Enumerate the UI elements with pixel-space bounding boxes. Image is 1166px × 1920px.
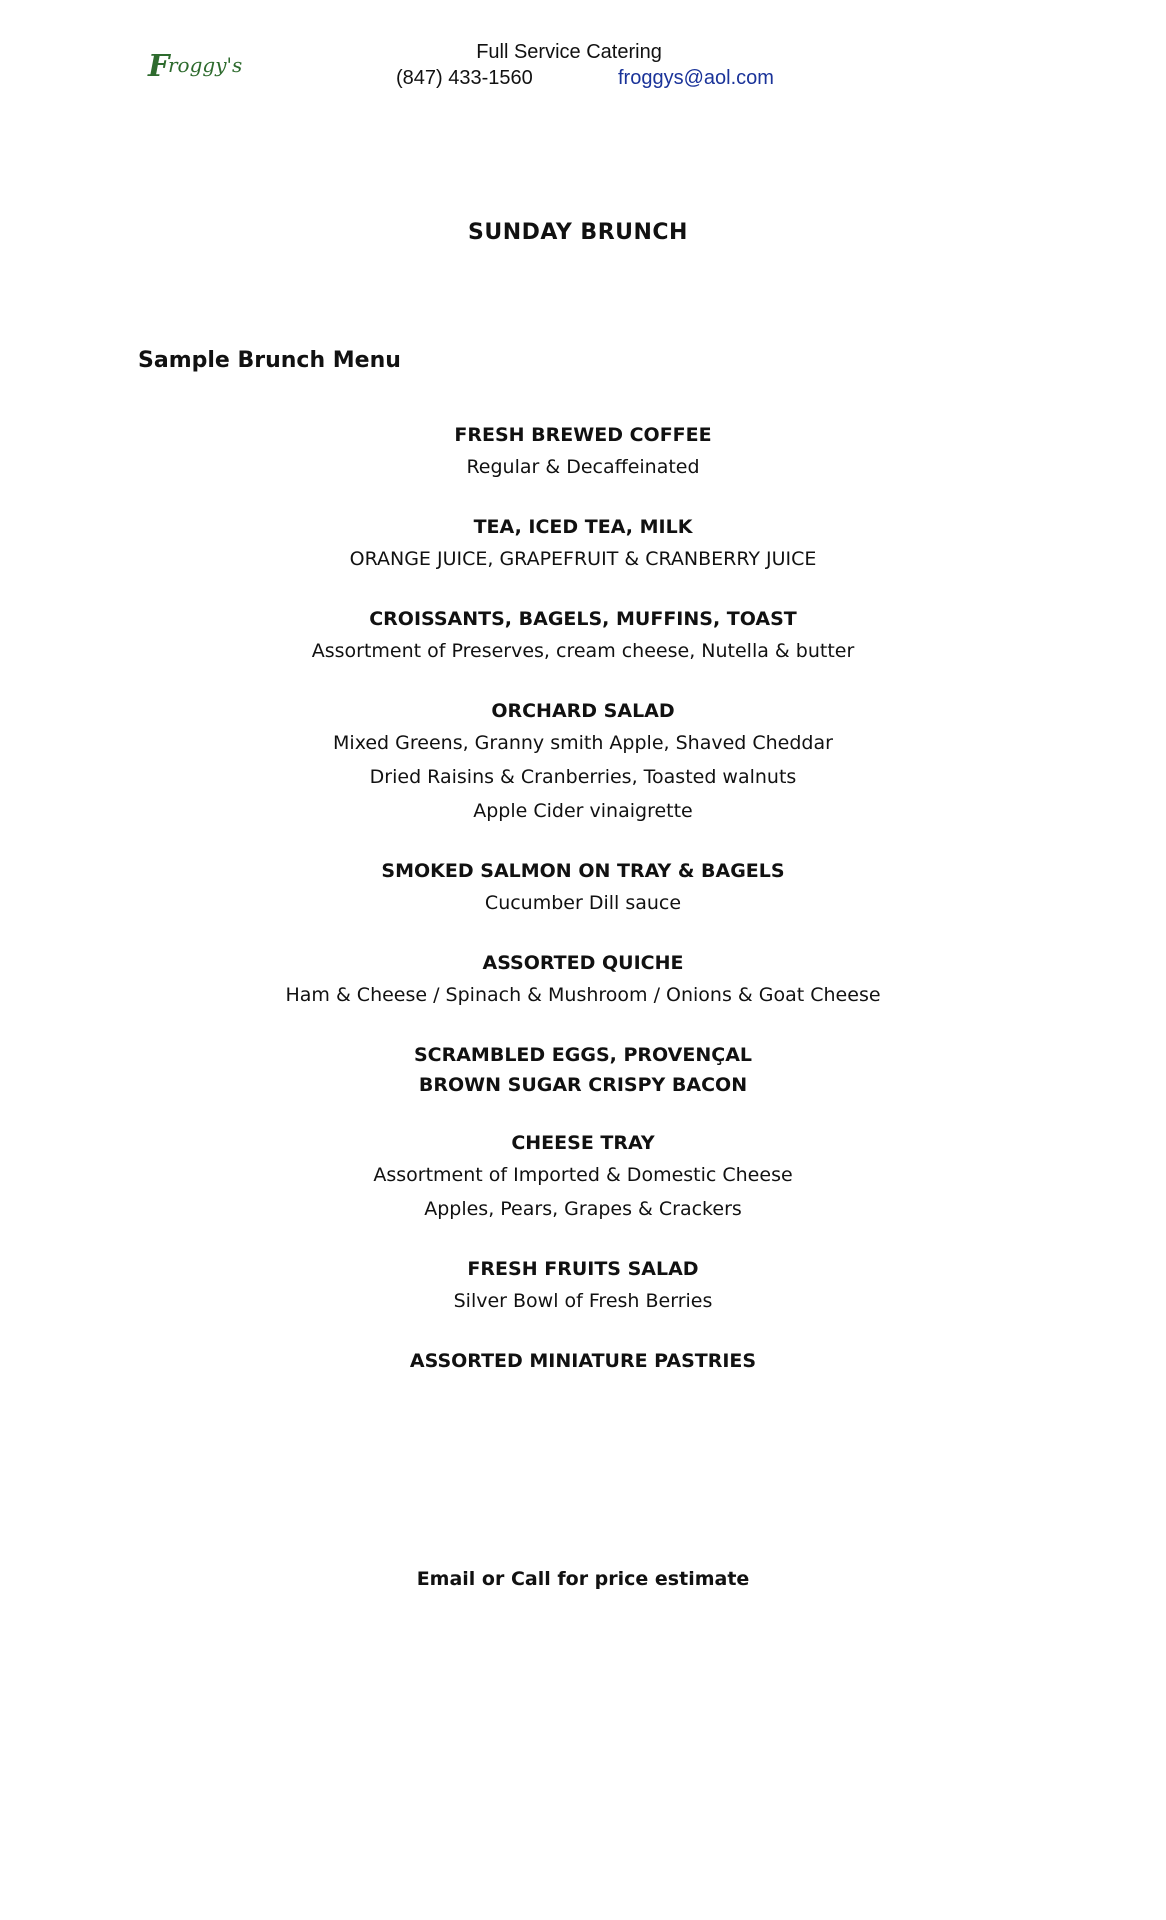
menu-item-detail: Assortment of Imported & Domestic Cheese [373, 1164, 793, 1186]
menu-item-heading: ASSORTED MINIATURE PASTRIES [409, 1350, 757, 1372]
menu-item-detail: ORANGE JUICE, GRAPEFRUIT & CRANBERRY JUICE [349, 548, 817, 570]
svg-text:F: F [148, 49, 170, 84]
menu-item-heading: SCRAMBLED EGGS, PROVENÇAL [413, 1044, 753, 1066]
menu-item [0, 948, 1166, 1012]
page-title-text: SUNDAY BRUNCH [468, 220, 688, 245]
menu-item [0, 1128, 1166, 1226]
phone-number: (847) 433-1560 [396, 67, 533, 89]
menu-item-heading-secondary: BROWN SUGAR CRISPY BACON [418, 1074, 748, 1096]
menu-item-detail: Silver Bowl of Fresh Berries [453, 1290, 713, 1312]
menu-item-detail: Regular & Decaffeinated [466, 456, 700, 478]
menu-item-heading: CROISSANTS, BAGELS, MUFFINS, TOAST [369, 608, 797, 630]
menu-item-heading: SMOKED SALMON ON TRAY & BAGELS [381, 860, 785, 882]
menu-item-detail: Apples, Pears, Grapes & Crackers [424, 1198, 742, 1220]
menu-item-heading: ORCHARD SALAD [491, 700, 675, 722]
menu-item [0, 696, 1166, 828]
page-title [0, 220, 1166, 245]
brunch-menu [0, 420, 1166, 1404]
menu-item [0, 1346, 1166, 1376]
contact-line [0, 66, 1166, 92]
menu-item [0, 604, 1166, 668]
menu-item-detail: Apple Cider vinaigrette [473, 800, 693, 822]
menu-item [0, 512, 1166, 576]
menu-item [0, 1040, 1166, 1100]
menu-item-heading: ASSORTED QUICHE [482, 952, 684, 974]
svg-text:roggy's: roggy's [168, 53, 243, 77]
tagline [0, 40, 1166, 64]
menu-item-detail: Mixed Greens, Granny smith Apple, Shaved Cheddar [333, 732, 833, 754]
menu-item-detail: Assortment of Preserves, cream cheese, Nutella & butter [311, 640, 855, 662]
menu-item-detail: Ham & Cheese / Spinach & Mushroom / Onions & Goat Cheese [285, 984, 881, 1006]
menu-item-heading: FRESH BREWED COFFEE [454, 424, 712, 446]
price-estimate-note: Email or Call for price estimate [416, 1568, 750, 1590]
section-title: Sample Brunch Menu [138, 348, 401, 373]
menu-item-heading: CHEESE TRAY [511, 1132, 655, 1154]
menu-item [0, 420, 1166, 484]
menu-item-detail: Dried Raisins & Cranberries, Toasted walnuts [369, 766, 797, 788]
menu-item [0, 1254, 1166, 1318]
menu-item [0, 856, 1166, 920]
email-link[interactable]: froggys@aol.com [618, 67, 774, 89]
menu-item-heading: FRESH FRUITS SALAD [467, 1258, 699, 1280]
tagline-text: Full Service Catering [476, 41, 662, 63]
menu-item-heading: TEA, ICED TEA, MILK [473, 516, 693, 538]
menu-item-detail: Cucumber Dill sauce [484, 892, 682, 914]
